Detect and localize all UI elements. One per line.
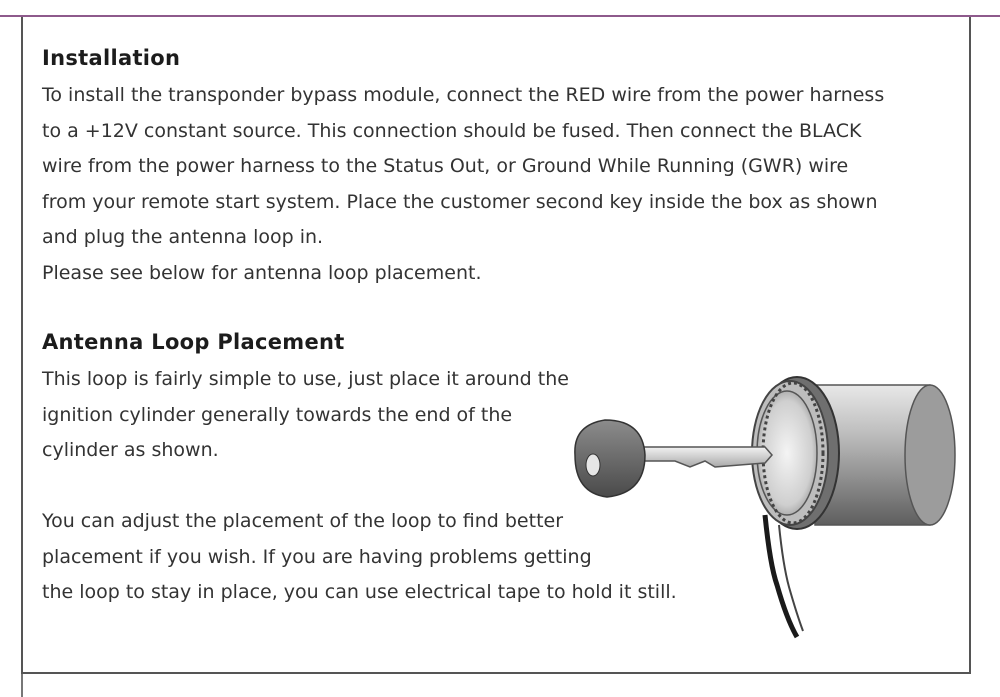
installation-heading: Installation — [42, 46, 181, 70]
key-in-ignition-cylinder-with-antenna-loop-icon — [565, 365, 960, 640]
installation-line: Please see below for antenna loop placement. — [42, 261, 482, 284]
installation-line: wire from the power harness to the Status Out, or Ground While Running (GWR) wire — [42, 155, 849, 177]
installation-line: To install the transponder bypass module, connect the RED wire from the power harness — [42, 84, 885, 106]
antenna-adjust-line: You can adjust the placement of the loop to find better — [42, 510, 564, 532]
antenna-intro-line: This loop is fairly simple to use, just place it around the — [42, 368, 569, 390]
installation-paragraph — [42, 78, 884, 291]
antenna-adjust-line: the loop to stay in place, you can use electrical tape to hold it still. — [42, 581, 677, 603]
antenna-adjust-line: placement if you wish. If you are having problems getting — [42, 545, 592, 568]
installation-line: to a +12V constant source. This connection should be fused. Then connect the BLACK — [42, 119, 862, 142]
installation-line: from your remote start system. Place the customer second key inside the box as shown — [42, 190, 878, 213]
antenna-heading: Antenna Loop Placement — [42, 330, 345, 354]
antenna-intro-line: ignition cylinder generally towards the end of the — [42, 403, 513, 426]
antenna-intro-paragraph — [42, 362, 569, 469]
frame-extension-line — [21, 674, 23, 697]
antenna-intro-line: cylinder as shown. — [42, 439, 219, 461]
installation-line: and plug the antenna loop in. — [42, 226, 324, 248]
